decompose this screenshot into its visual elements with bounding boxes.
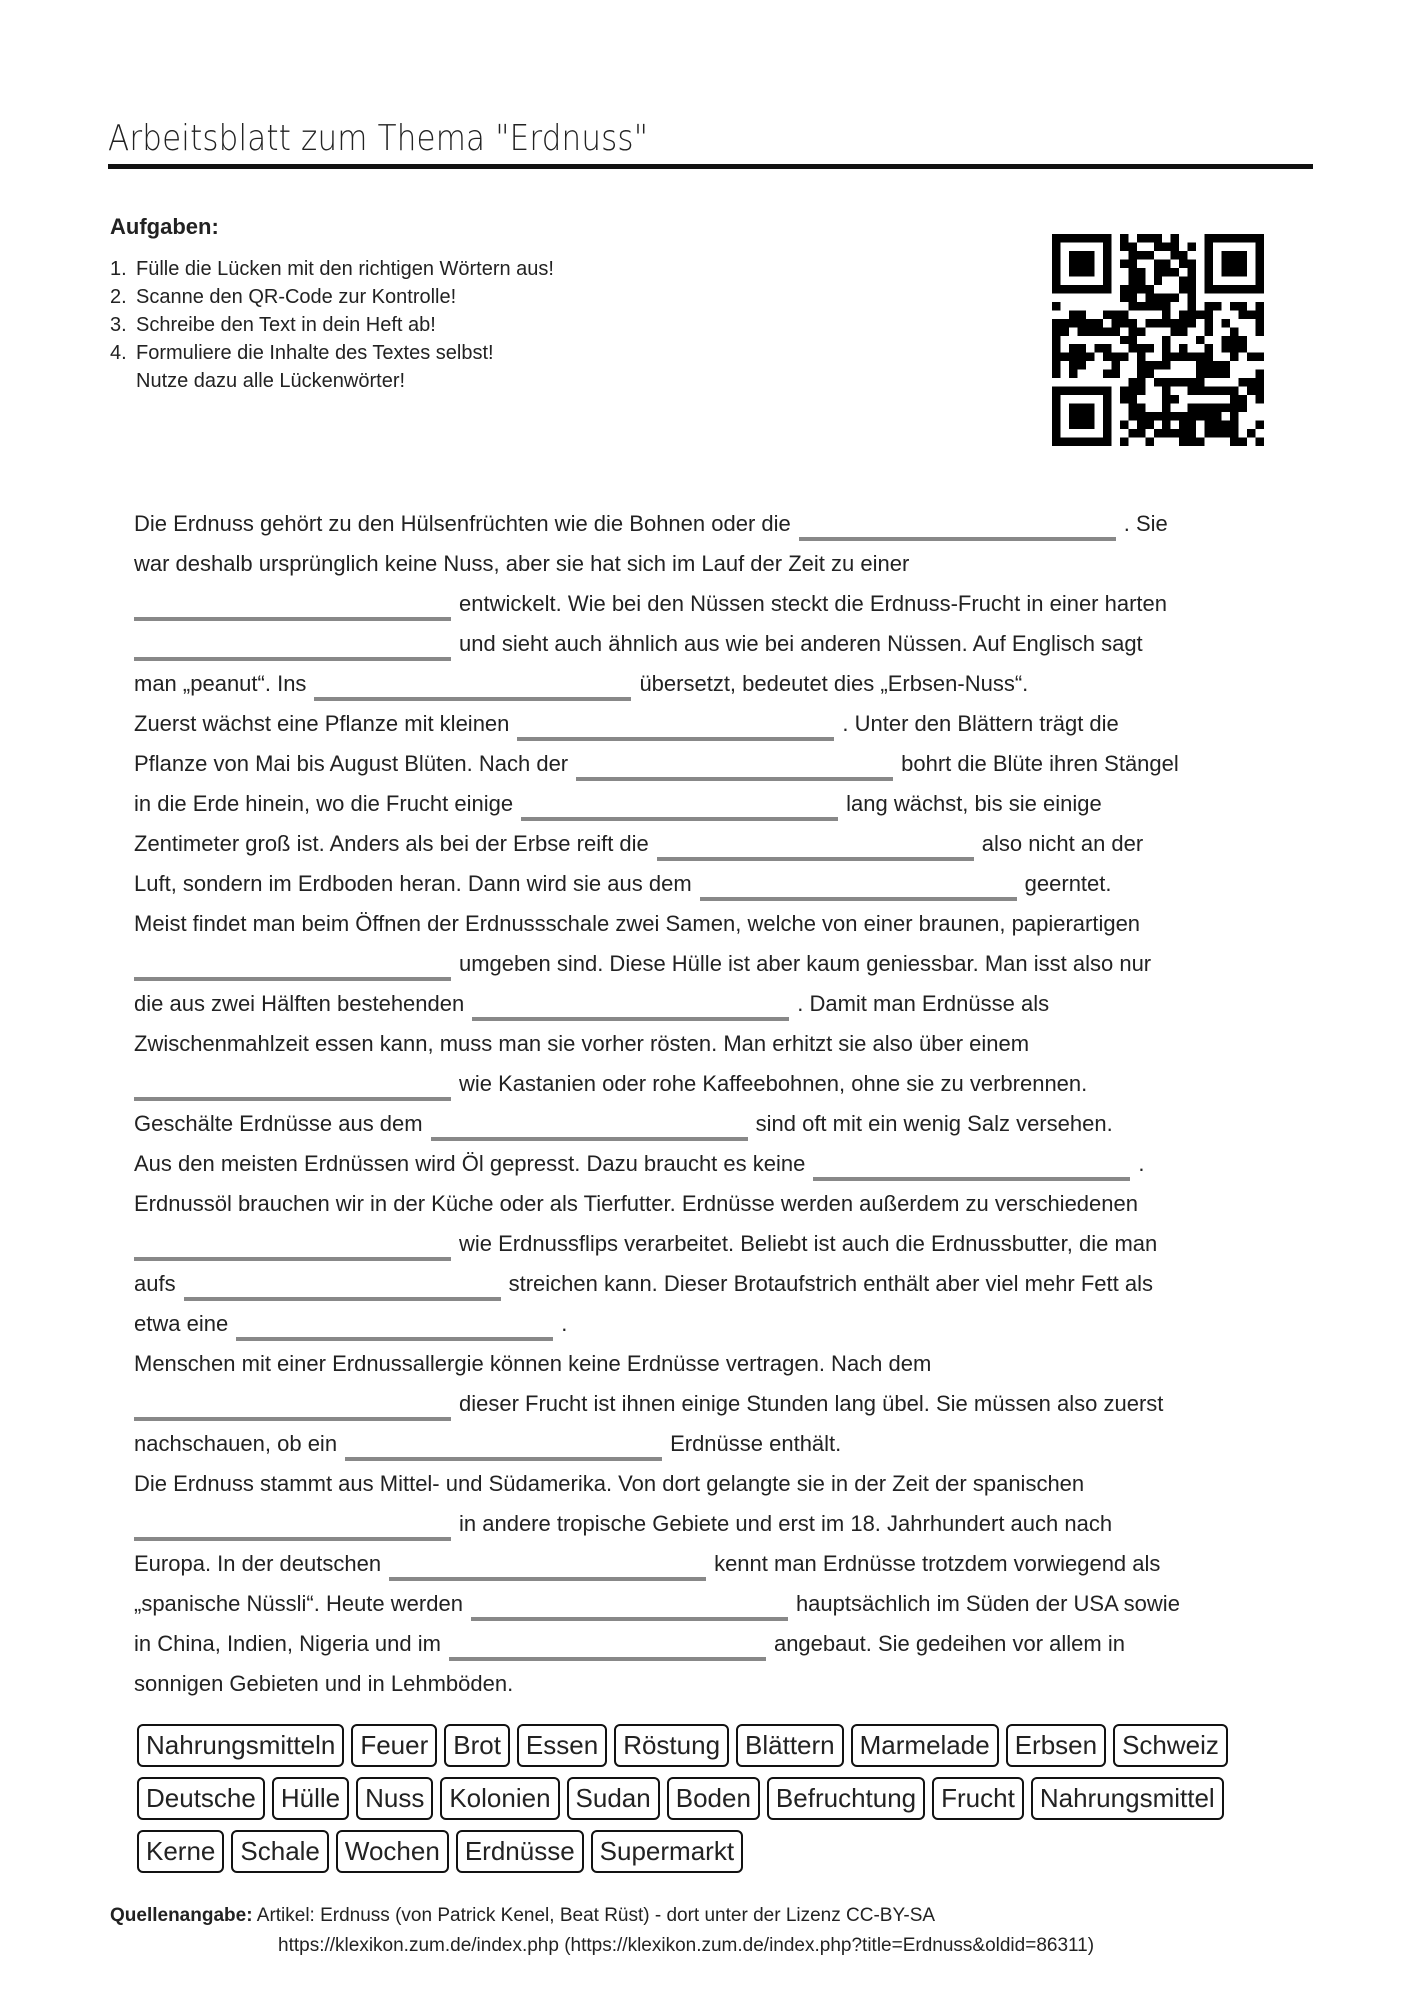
word-chip[interactable]: Deutsche [137, 1777, 265, 1820]
text-segment: Geschälte Erdnüsse aus dem [134, 1111, 423, 1136]
text-segment: Zentimeter groß ist. Anders als bei der Erbse reift die [134, 831, 649, 856]
task-text: Nutze dazu alle Lückenwörter! [136, 370, 406, 392]
text-segment: sonnigen Gebieten und in Lehmböden. [134, 1671, 514, 1696]
text-line [134, 864, 1334, 904]
title-underline [108, 164, 1313, 169]
text-segment: bohrt die Blüte ihren Stängel [901, 751, 1179, 776]
cloze-text [134, 504, 1334, 1704]
text-segment: die aus zwei Hälften bestehenden [134, 991, 465, 1016]
blank-gap[interactable] [472, 1017, 789, 1021]
task-text: Fülle die Lücken mit den richtigen Wörtern aus! [136, 258, 554, 280]
word-chip[interactable]: Supermarkt [591, 1830, 743, 1873]
blank-gap[interactable] [517, 737, 834, 741]
task-text: Schreibe den Text in dein Heft ab! [136, 314, 436, 336]
blank-gap[interactable] [449, 1657, 766, 1661]
text-line [134, 1384, 1334, 1424]
text-line [134, 824, 1334, 864]
word-chip[interactable]: Nahrungsmittel [1031, 1777, 1224, 1820]
text-segment: hauptsächlich im Süden der USA sowie [795, 1591, 1180, 1616]
word-chip[interactable]: Marmelade [851, 1724, 999, 1767]
source-line-2: https://klexikon.zum.de/index.php (https://klexikon.zum.de/index.php?title=Erdnuss&oldid=86311) [278, 1935, 1095, 1956]
word-chip[interactable]: Blättern [736, 1724, 844, 1767]
text-segment: Zuerst wächst eine Pflanze mit kleinen [134, 711, 510, 736]
text-segment: Zwischenmahlzeit essen kann, muss man sie vorher rösten. Man erhitzt sie also über einem [134, 1031, 1030, 1056]
text-segment: Meist findet man beim Öffnen der Erdnussschale zwei Samen, welche von einer braunen, papierartigen [134, 911, 1141, 936]
text-segment: in China, Indien, Nigeria und im [134, 1631, 441, 1656]
word-chip[interactable]: Boden [667, 1777, 760, 1820]
blank-gap[interactable] [134, 617, 451, 621]
text-segment: lang wächst, bis sie einige [846, 791, 1102, 816]
text-segment: . Damit man Erdnüsse als [797, 991, 1050, 1016]
word-chip[interactable]: Schale [231, 1830, 329, 1873]
text-line [134, 704, 1334, 744]
blank-gap[interactable] [134, 1097, 451, 1101]
text-segment: geerntet. [1024, 871, 1112, 896]
text-segment: aufs [134, 1271, 176, 1296]
text-line [134, 1024, 1334, 1064]
word-chip[interactable]: Hülle [272, 1777, 349, 1820]
text-segment: umgeben sind. Diese Hülle ist aber kaum geniessbar. Man isst also nur [459, 951, 1152, 976]
blank-gap[interactable] [431, 1137, 748, 1141]
source-text: Artikel: Erdnuss (von Patrick Kenel, Beat Rüst) - dort unter der Lizenz CC-BY-SA [256, 1905, 936, 1926]
blank-gap[interactable] [657, 857, 974, 861]
text-line [134, 504, 1334, 544]
qr-code-icon[interactable] [1052, 234, 1264, 446]
text-segment: . [1138, 1151, 1145, 1176]
word-bank-row [137, 1830, 1287, 1873]
text-line [134, 584, 1334, 624]
tasks-heading: Aufgaben: [110, 214, 219, 239]
text-line [134, 1304, 1334, 1344]
text-segment: wie Kastanien oder rohe Kaffeebohnen, ohne sie zu verbrennen. [459, 1071, 1088, 1096]
task-item [110, 283, 554, 311]
word-bank [137, 1724, 1287, 1883]
text-line [134, 744, 1334, 784]
word-chip[interactable]: Brot [444, 1724, 510, 1767]
word-chip[interactable]: Röstung [614, 1724, 729, 1767]
text-segment: Europa. In der deutschen [134, 1551, 382, 1576]
text-segment: übersetzt, bedeutet dies „Erbsen-Nuss“. [639, 671, 1029, 696]
tasks-list [110, 255, 554, 395]
text-line [134, 1144, 1334, 1184]
blank-gap[interactable] [813, 1177, 1130, 1181]
text-line [134, 1624, 1334, 1664]
text-line [134, 784, 1334, 824]
text-segment: Aus den meisten Erdnüssen wird Öl gepresst. Dazu braucht es keine [134, 1151, 806, 1176]
source-citation [110, 1901, 1094, 1961]
word-chip[interactable]: Nuss [356, 1777, 433, 1820]
blank-gap[interactable] [799, 537, 1116, 541]
text-segment: kennt man Erdnüsse trotzdem vorwiegend als [714, 1551, 1161, 1576]
text-segment: nachschauen, ob ein [134, 1431, 338, 1456]
word-bank-row [137, 1777, 1287, 1820]
blank-gap[interactable] [700, 897, 1017, 901]
word-chip[interactable]: Wochen [336, 1830, 449, 1873]
text-line [134, 1104, 1334, 1144]
blank-gap[interactable] [134, 1537, 451, 1541]
word-chip[interactable]: Kerne [137, 1830, 224, 1873]
text-line [134, 544, 1334, 584]
text-line [134, 1424, 1334, 1464]
blank-gap[interactable] [345, 1457, 662, 1461]
text-segment: . [561, 1311, 568, 1336]
task-text: Scanne den QR-Code zur Kontrolle! [136, 286, 457, 308]
task-number: 2. [110, 286, 127, 308]
text-line [134, 1544, 1334, 1584]
text-segment: angebaut. Sie gedeihen vor allem in [773, 1631, 1125, 1656]
page-title: Arbeitsblatt zum Thema "Erdnuss" [108, 118, 649, 159]
text-line [134, 1224, 1334, 1264]
task-item [110, 255, 554, 283]
text-segment: wie Erdnussflips verarbeitet. Beliebt ist auch die Erdnussbutter, die man [459, 1231, 1158, 1256]
text-segment: Pflanze von Mai bis August Blüten. Nach der [134, 751, 569, 776]
text-segment: entwickelt. Wie bei den Nüssen steckt die Erdnuss-Frucht in einer harten [459, 591, 1167, 616]
text-line [134, 1184, 1334, 1224]
text-segment: Luft, sondern im Erdboden heran. Dann wird sie aus dem [134, 871, 692, 896]
text-segment: also nicht an der [981, 831, 1144, 856]
blank-gap[interactable] [236, 1337, 553, 1341]
task-item [110, 311, 554, 339]
task-number: 4. [110, 342, 127, 364]
text-line [134, 904, 1334, 944]
text-segment: in andere tropische Gebiete und erst im 18. Jahrhundert auch nach [459, 1511, 1113, 1536]
text-segment: . Sie [1123, 511, 1168, 536]
blank-gap[interactable] [134, 1417, 451, 1421]
blank-gap[interactable] [134, 977, 451, 981]
text-line [134, 1064, 1334, 1104]
text-line [134, 1264, 1334, 1304]
word-chip[interactable]: Sudan [567, 1777, 660, 1820]
blank-gap[interactable] [471, 1617, 788, 1621]
text-segment: in die Erde hinein, wo die Frucht einige [134, 791, 514, 816]
word-bank-row [137, 1724, 1287, 1767]
blank-gap[interactable] [576, 777, 893, 781]
text-segment: Erdnüsse enthält. [670, 1431, 842, 1456]
text-segment: Die Erdnuss stammt aus Mittel- und Südamerika. Von dort gelangte sie in der Zeit der spanischen [134, 1471, 1085, 1496]
blank-gap[interactable] [314, 697, 631, 701]
text-line [134, 1464, 1334, 1504]
word-chip[interactable]: Befruchtung [767, 1777, 925, 1820]
text-segment: Die Erdnuss gehört zu den Hülsenfrüchten wie die Bohnen oder die [134, 511, 791, 536]
text-segment: „spanische Nüssli“. Heute werden [134, 1591, 463, 1616]
text-line [134, 944, 1334, 984]
text-segment: Menschen mit einer Erdnussallergie können keine Erdnüsse vertragen. Nach dem [134, 1351, 932, 1376]
task-item [110, 367, 554, 395]
text-segment: etwa eine [134, 1311, 229, 1336]
task-number: 3. [110, 314, 127, 336]
text-line [134, 984, 1334, 1024]
source-label: Quellenangabe: [110, 1905, 253, 1926]
text-line [134, 1664, 1334, 1704]
word-chip[interactable]: Kolonien [440, 1777, 559, 1820]
text-line [134, 1344, 1334, 1384]
word-chip[interactable]: Feuer [351, 1724, 437, 1767]
text-segment: sind oft mit ein wenig Salz versehen. [755, 1111, 1113, 1136]
text-segment: war deshalb ursprünglich keine Nuss, aber sie hat sich im Lauf der Zeit zu einer [134, 551, 910, 576]
text-segment: . Unter den Blättern trägt die [842, 711, 1119, 736]
word-chip[interactable]: Erdnüsse [456, 1830, 584, 1873]
source-line-1 [110, 1901, 1094, 1931]
text-segment: Erdnussöl brauchen wir in der Küche oder als Tierfutter. Erdnüsse werden außerdem zu verschiedenen [134, 1191, 1138, 1216]
text-line [134, 664, 1334, 704]
blank-gap[interactable] [184, 1297, 501, 1301]
blank-gap[interactable] [521, 817, 838, 821]
word-chip[interactable]: Erbsen [1006, 1724, 1106, 1767]
text-line [134, 624, 1334, 664]
word-chip[interactable]: Schweiz [1113, 1724, 1228, 1767]
blank-gap[interactable] [389, 1577, 706, 1581]
word-chip[interactable]: Frucht [932, 1777, 1024, 1820]
word-chip[interactable]: Essen [517, 1724, 607, 1767]
task-number: 1. [110, 258, 127, 280]
text-line [134, 1504, 1334, 1544]
text-segment: man „peanut“. Ins [134, 671, 307, 696]
task-item [110, 339, 554, 367]
text-segment: und sieht auch ähnlich aus wie bei anderen Nüssen. Auf Englisch sagt [459, 631, 1143, 656]
task-text: Formuliere die Inhalte des Textes selbst! [136, 342, 494, 364]
text-line [134, 1584, 1334, 1624]
blank-gap[interactable] [134, 1257, 451, 1261]
word-chip[interactable]: Nahrungsmitteln [137, 1724, 344, 1767]
text-segment: streichen kann. Dieser Brotaufstrich enthält aber viel mehr Fett als [508, 1271, 1153, 1296]
blank-gap[interactable] [134, 657, 451, 661]
text-segment: dieser Frucht ist ihnen einige Stunden lang übel. Sie müssen also zuerst [459, 1391, 1164, 1416]
